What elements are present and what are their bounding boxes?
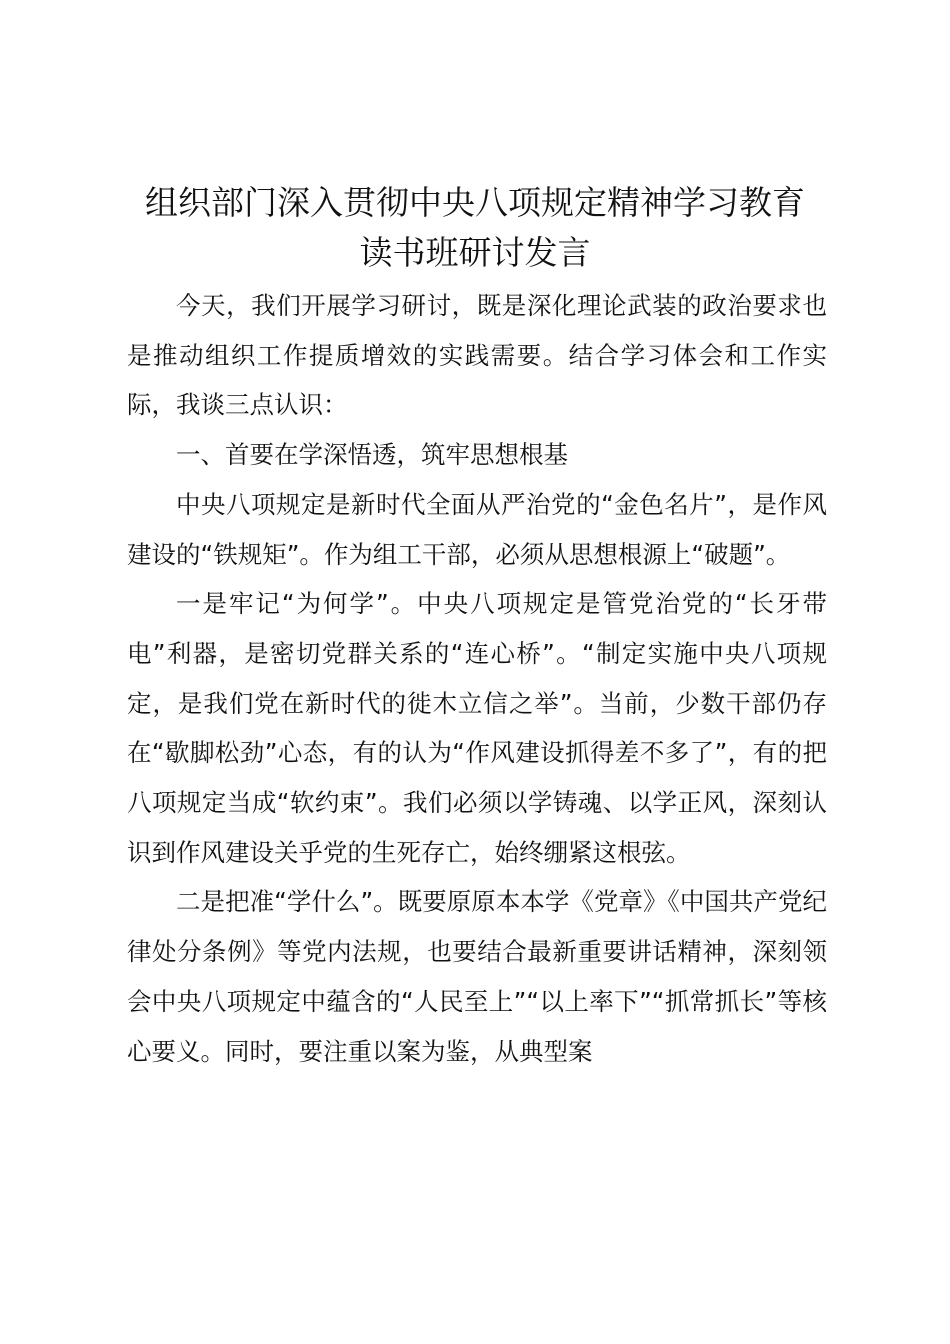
- title-line-2: 读书班研讨发言: [359, 233, 591, 272]
- paragraph-intro: 今天，我们开展学习研讨，既是深化理论武装的政治要求也是推动组织工作提质增效的实践需要。结合学习体会和工作实际，我谈三点认识：: [127, 291, 827, 420]
- paragraph-point-2: 二是把准“学什么”。既要原原本本学《党章》《中国共产党纪律处分条例》等党内法规，也要结合最新重要讲话精神，深刻领会中央八项规定中蕴含的“人民至上”“以上率下”“抓常抓长”等核心要义。同时，要注重以案为鉴，从典型案: [127, 887, 827, 1066]
- document-body: [127, 281, 827, 1076]
- title-line-1: 组织部门深入贯彻中央八项规定精神学习教育: [145, 183, 805, 222]
- section-heading-1: 一、首要在学深悟透，筑牢思想根基: [176, 440, 568, 470]
- document-title: [110, 178, 840, 278]
- paragraph-section-intro: 中央八项规定是新时代全面从严治党的“金色名片”，是作风建设的“铁规矩”。作为组工干部，必须从思想根源上“破题”。: [127, 489, 827, 569]
- paragraph-point-1: 一是牢记“为何学”。中央八项规定是管党治党的“长牙带电”利器，是密切党群关系的“连心桥”。“制定实施中央八项规定，是我们党在新时代的徙木立信之举”。当前，少数干部仍存在“歇脚松劲”心态，有的认为“作风建设抓得差不多了”，有的把八项规定当成“软约束”。我们必须以学铸魂、以学正风，深刻认识到作风建设关乎党的生死存亡，始终绷紧这根弦。: [127, 589, 827, 867]
